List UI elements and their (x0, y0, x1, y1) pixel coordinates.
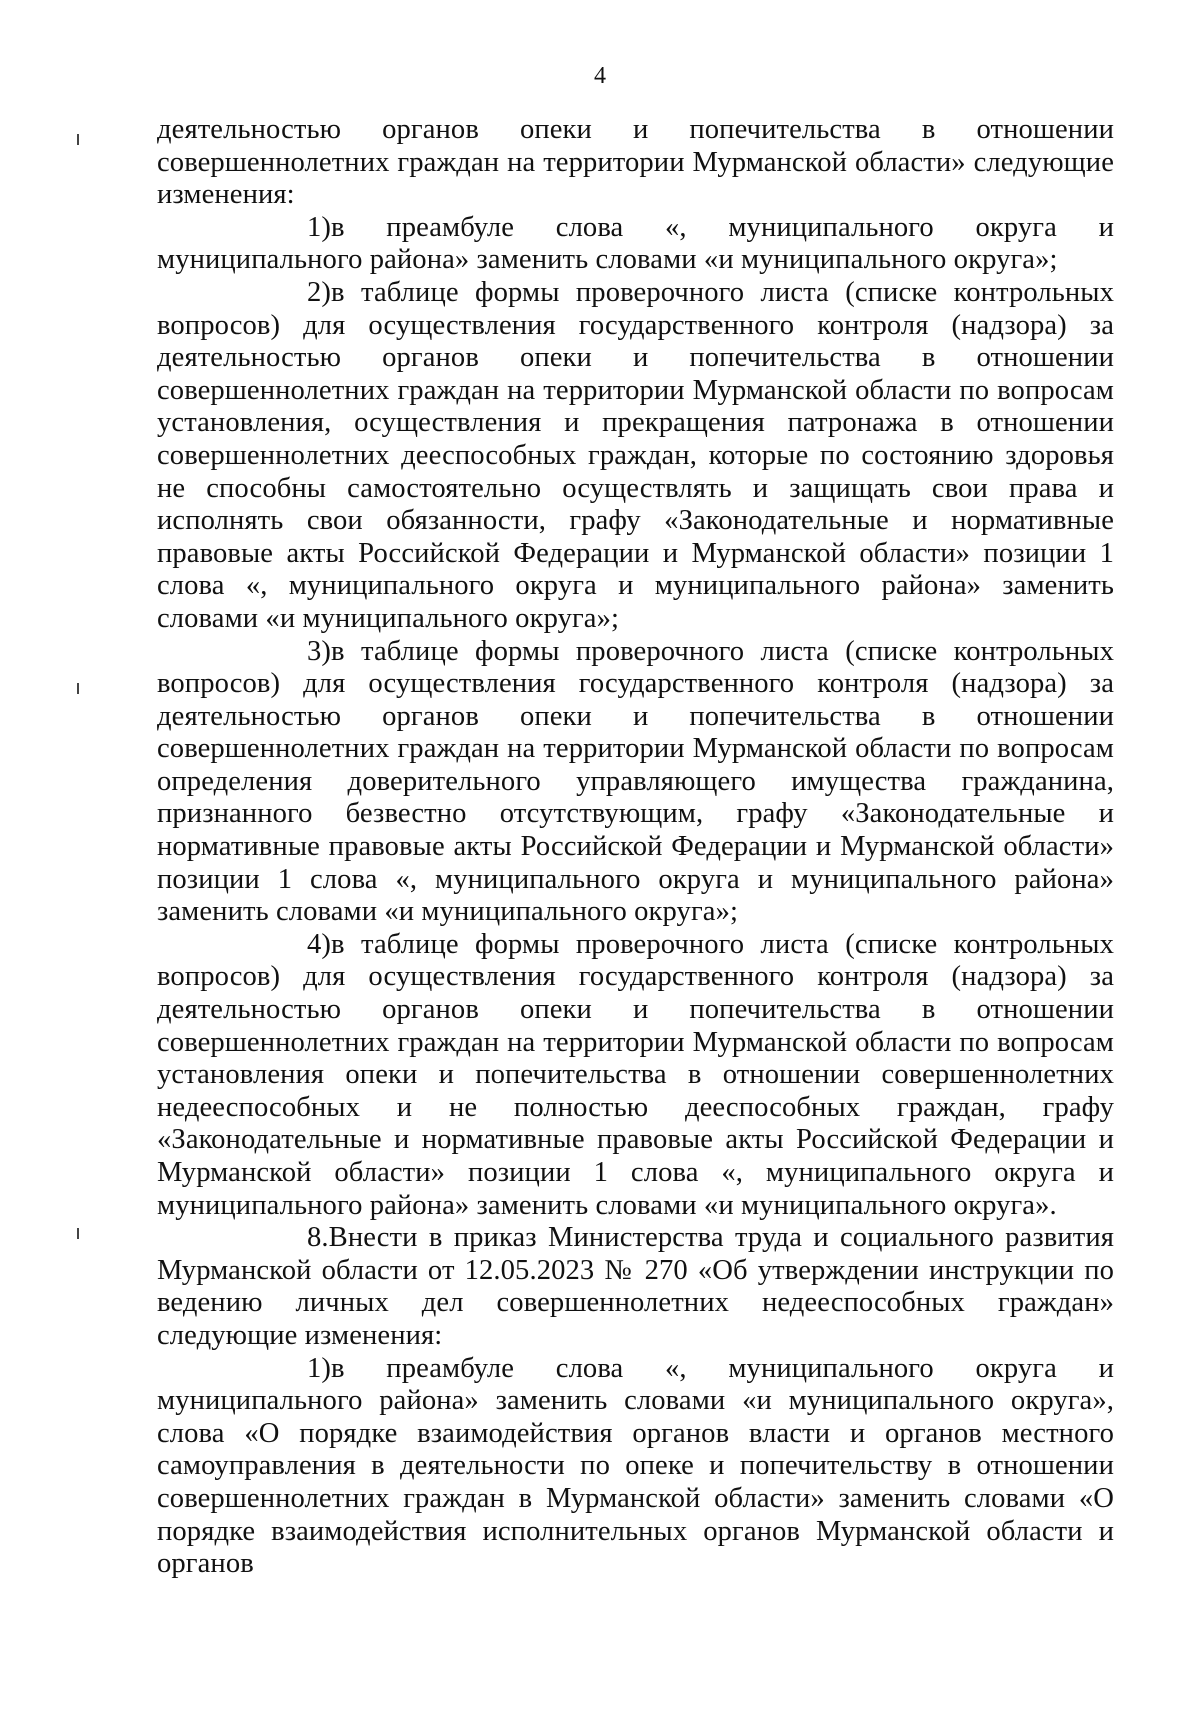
paragraph-item-4 (157, 929, 1114, 1222)
paragraph-text: в преамбуле слова «, муниципального округа и муниципального района» заменить словами «и муниципального округа»; (157, 211, 1114, 276)
paragraph-section-8 (157, 1222, 1114, 1352)
item-number: 3) (307, 635, 332, 667)
item-number: 4) (307, 928, 332, 960)
paragraph-continuation (157, 114, 1114, 212)
item-number: 2) (307, 276, 332, 308)
item-number: 1) (307, 211, 332, 243)
document-body (157, 114, 1114, 1581)
paragraph-text: в таблице формы проверочного листа (списке контрольных вопросов) для осуществления государственного контроля (надзора) за деятельностью органов опеки и попечительства в отношении совершеннолетних граждан на территории Мурманской области по вопросам определения доверительного управляющего имущества гражданина, признанного безвестно отсутствующим, графу «Законодательные и нормативные правовые акты Российской Федерации и Мурманской области» позиции 1 слова «, муниципального округа и муниципального района» заменить словами «и муниципального округа»; (157, 635, 1114, 928)
scan-mark (77, 1228, 79, 1239)
paragraph-text: в таблице формы проверочного листа (списке контрольных вопросов) для осуществления государственного контроля (надзора) за деятельностью органов опеки и попечительства в отношении совершеннолетних граждан на территории Мурманской области по вопросам установления, осуществления и прекращения патронажа в отношении совершеннолетних дееспособных граждан, которые по состоянию здоровья не способны самостоятельно осуществлять и защищать свои права и исполнять свои обязанности, графу «Законодательные и нормативные правовые акты Российской Федерации и Мурманской области» позиции 1 слова «, муниципального округа и муниципального района» заменить словами «и муниципального округа»; (157, 276, 1114, 634)
paragraph-item-1 (157, 212, 1114, 277)
paragraph-text: деятельностью органов опеки и попечительства в отношении совершеннолетних граждан на территории Мурманской области» следующие изменения: (157, 114, 1114, 211)
scan-mark (77, 683, 79, 694)
page-number: 4 (594, 63, 606, 89)
section-number: 8. (307, 1222, 329, 1254)
paragraph-item-2 (157, 277, 1114, 636)
paragraph-item-3 (157, 636, 1114, 929)
paragraph-item-1 (157, 1353, 1114, 1581)
paragraph-text: Внести в приказ Министерства труда и социального развития Мурманской области от 12.05.2023 № 270 «Об утверждении инструкции по ведению личных дел совершеннолетних недееспособных граждан» следующие изменения: (157, 1222, 1114, 1351)
item-number: 1) (307, 1352, 332, 1384)
paragraph-text: в преамбуле слова «, муниципального округа и муниципального района» заменить словами «и муниципального округа», слова «О порядке взаимодействия органов власти и органов местного самоуправления в деятельности по опеке и попечительству в отношении совершеннолетних граждан в Мурманской области» заменить словами «О порядке взаимодействия исполнительных органов Мурманской области и органов (157, 1352, 1114, 1580)
paragraph-text: в таблице формы проверочного листа (списке контрольных вопросов) для осуществления государственного контроля (надзора) за деятельностью органов опеки и попечительства в отношении совершеннолетних граждан на территории Мурманской области по вопросам установления опеки и попечительства в отношении совершеннолетних недееспособных и не полностью дееспособных граждан, графу «Законодательные и нормативные правовые акты Российской Федерации и Мурманской области» позиции 1 слова «, муниципального округа и муниципального района» заменить словами «и муниципального округа». (157, 928, 1114, 1221)
scan-mark (77, 134, 79, 145)
